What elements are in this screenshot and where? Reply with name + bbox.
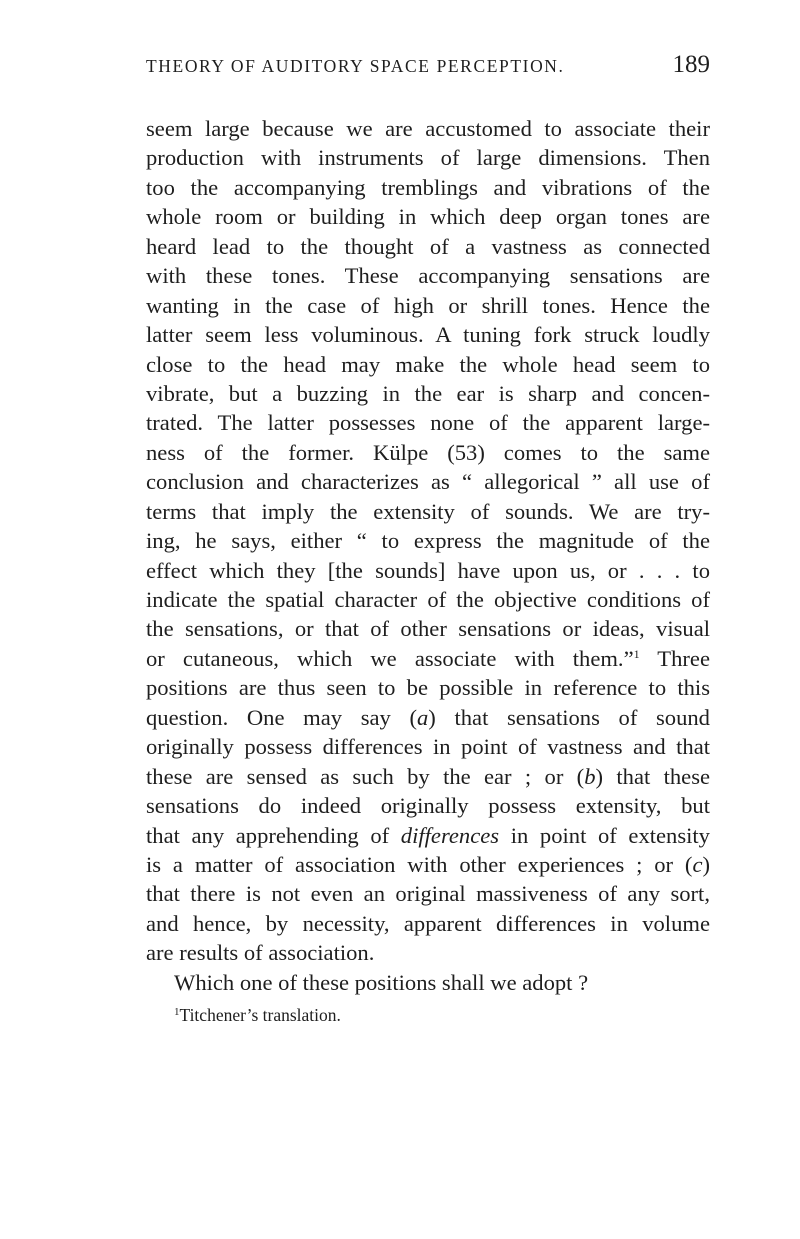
text-line: too the accompanying tremblings and vibrations of the [146,174,710,200]
text-line: are results of association. [146,940,375,966]
text-segment: Three [639,645,710,671]
text-line: the sensations, or that of other sensations or ideas, visual [146,616,710,642]
text-line: with these tones. These accompanying sensations are [146,263,710,289]
enumeration-letter: b [584,763,596,789]
text-line: whole room or building in which deep organ tones are [146,204,710,230]
text-line: seem large because we are accustomed to associate their [146,116,710,141]
emphasized-word: differences [400,822,500,848]
text-line: originally possess differences in point of vastness and that [146,734,710,760]
text-line: and hence, by necessity, apparent differences in volume [146,910,710,936]
text-segment: in point of extensity [499,822,710,848]
text-line: latter seem less voluminous. A tuning fork struck loudly [146,322,710,348]
text-line: that there is not even an original massiveness of any sort, [146,881,710,907]
text-segment: ) that these [595,763,711,789]
enumeration-letter: a [417,704,429,730]
text-line: wanting in the case of high or shrill tones. Hence the [146,292,710,318]
enumeration-letter: c [692,851,703,877]
running-title: THEORY OF AUDITORY SPACE PERCEPTION. [146,56,565,76]
page-number: 189 [672,51,710,78]
text-segment: that any apprehending of [146,822,401,848]
footnote-mark: 1 [174,1006,180,1019]
text-segment: question. One may say ( [146,704,417,730]
text-line: heard lead to the thought of a vastness as connected [146,233,710,259]
text-segment: ) that sensations of sound [428,704,710,730]
text-line: sensations do indeed originally possess extensity, but [146,793,710,819]
footnote-text: Titchener’s translation. [179,1005,341,1026]
text-line: positions are thus seen to be possible in reference to this [146,675,710,701]
book-page [146,52,710,1026]
text-line: ness of the former. Külpe (53) comes to the same [146,439,710,465]
body-text [146,114,710,997]
text-segment: is a matter of association with other experiences ; or ( [146,851,693,877]
running-head [146,52,710,92]
text-line: conclusion and characterizes as “ allegorical ” all use of [146,469,710,495]
text-line: vibrate, but a buzzing in the ear is sharp and concen- [146,380,710,406]
text-line: indicate the spatial character of the objective conditions of [146,587,710,612]
text-line: trated. The latter possesses none of the apparent large- [146,410,710,436]
text-line [146,703,710,732]
text-line: effect which they [the sounds] have upon us, or . . . to [146,557,710,583]
text-line: terms that imply the extensity of sounds. We are try- [146,498,710,524]
footnote-reference: 1 [633,646,640,661]
text-line [146,821,710,850]
text-line [146,850,710,879]
text-line: Which one of these positions shall we adopt ? [174,969,589,995]
text-segment: these are sensed as such by the ear ; or ( [146,763,585,789]
text-line: ing, he says, either “ to express the magnitude of the [146,528,710,554]
text-line [146,762,710,791]
text-line: close to the head may make the whole head seem to [146,351,710,377]
text-line [146,644,710,673]
text-line: production with instruments of large dimensions. Then [146,145,710,171]
quote-end: or cutaneous, which we associate with them.” [146,645,634,671]
text-segment: ) [702,851,710,877]
footnote [146,1004,710,1026]
